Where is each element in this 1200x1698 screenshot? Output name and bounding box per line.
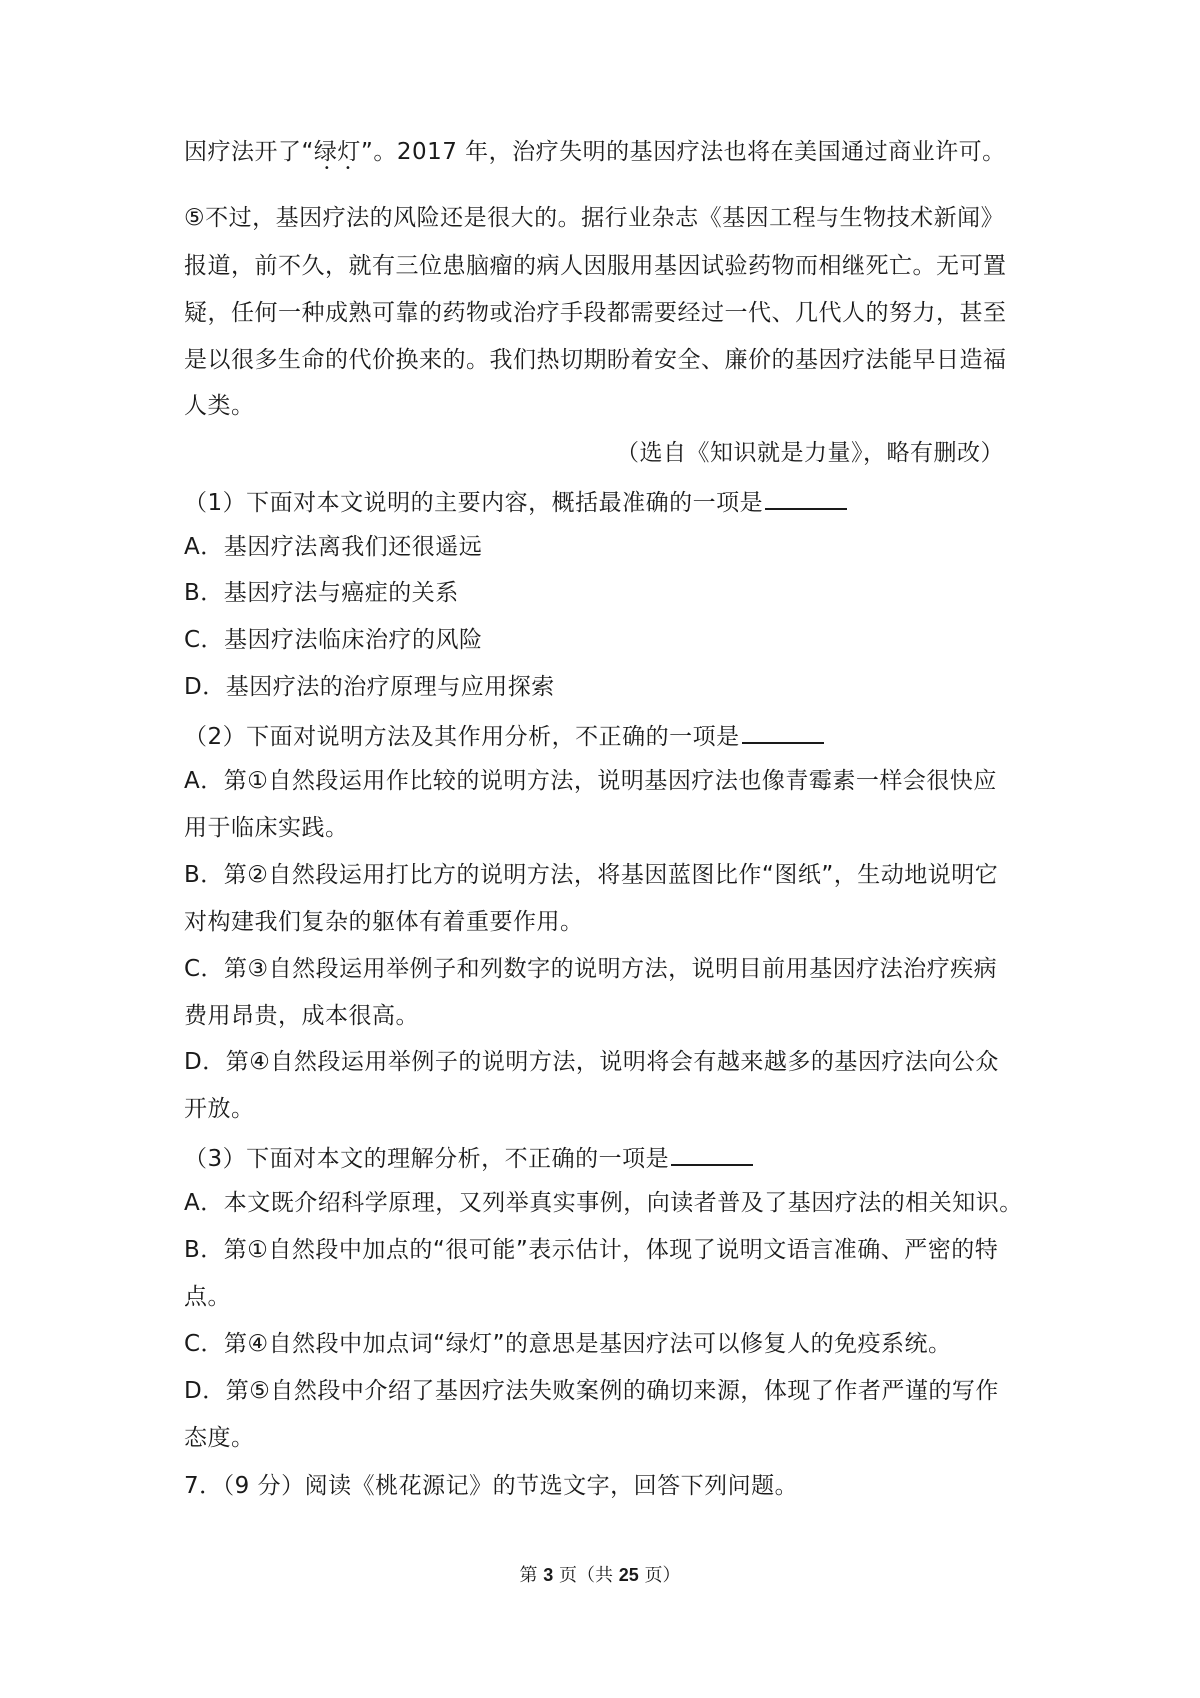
question-2-option-cont: 对构建我们复杂的躯体有着重要作用。: [184, 909, 584, 935]
total-pages: 25: [618, 1565, 639, 1585]
answer-blank: [765, 484, 847, 510]
answer-blank: [671, 1140, 753, 1166]
question-3-option: A．本文既介绍科学原理，又列举真实事例，向读者普及了基因疗法的相关知识。: [184, 1190, 1023, 1216]
question-2-option-cont: 用于临床实践。: [184, 815, 349, 841]
question-3-option: B．第①自然段中加点的“很可能”表示估计，体现了说明文语言准确、严密的特: [184, 1237, 999, 1263]
question-3-option: D．第⑤自然段中介绍了基因疗法失败案例的确切来源，体现了作者严谨的写作: [184, 1378, 999, 1404]
question-2-option: D．第④自然段运用举例子的说明方法，说明将会有越来越多的基因疗法向公众: [184, 1049, 999, 1075]
question-3-option-cont: 态度。: [184, 1425, 255, 1451]
paragraph-5-line: 报道，前不久，就有三位患脑瘤的病人因服用基因试验药物而相继死亡。无可置: [184, 253, 1007, 279]
question-1-stem: [184, 484, 847, 519]
text-segment: ”。2017 年，治疗失明的基因疗法也将在美国通过商业许可。: [360, 139, 1006, 165]
question-2-option: C．第③自然段运用举例子和列数字的说明方法，说明目前用基因疗法治疗疾病: [184, 956, 998, 982]
question-2-option: A．第①自然段运用作比较的说明方法，说明基因疗法也像青霉素一样会很快应: [184, 768, 997, 794]
page-number: 3: [543, 1565, 554, 1585]
question-1-option: D．基因疗法的治疗原理与应用探索: [184, 674, 555, 700]
question-1-option: C．基因疗法临床治疗的风险: [184, 627, 483, 653]
dotted-emphasis-word: 绿灯 • •: [314, 136, 361, 168]
page-footer: [0, 1563, 1200, 1588]
question-2-stem: [184, 718, 824, 753]
question-7-heading: 7．（9 分）阅读《桃花源记》的节选文字，回答下列问题。: [184, 1473, 799, 1499]
paragraph-5-line: 是以很多生命的代价换来的。我们热切期盼着安全、廉价的基因疗法能早日造福: [184, 347, 1007, 373]
text-segment: 因疗法开了“: [184, 139, 314, 165]
question-text: （3）下面对本文的理解分析，不正确的一项是: [184, 1146, 670, 1172]
question-2-option-cont: 开放。: [184, 1096, 255, 1122]
question-1-option: B．基因疗法与癌症的关系: [184, 580, 459, 606]
question-1-option: A．基因疗法离我们还很遥远: [184, 534, 483, 560]
question-3-option: C．第④自然段中加点词“绿灯”的意思是基因疗法可以修复人的免疫系统。: [184, 1331, 952, 1357]
source-citation: （选自《知识就是力量》，略有删改）: [616, 440, 1004, 466]
footer-text: 页（共: [558, 1565, 613, 1586]
paragraph-5-line: ⑤不过，基因疗法的风险还是很大的。据行业杂志《基因工程与生物技术新闻》: [184, 205, 1005, 231]
question-2-option-cont: 费用昂贵，成本很高。: [184, 1003, 419, 1029]
footer-text: 页）: [644, 1565, 681, 1586]
question-3-option-cont: 点。: [184, 1284, 231, 1310]
paragraph-4-tail: [184, 136, 1006, 168]
question-3-stem: [184, 1140, 753, 1175]
question-text: （2）下面对说明方法及其作用分析，不正确的一项是: [184, 724, 740, 750]
question-2-option: B．第②自然段运用打比方的说明方法，将基因蓝图比作“图纸”，生动地说明它: [184, 862, 999, 888]
paragraph-5-line: 疑，任何一种成熟可靠的药物或治疗手段都需要经过一代、几代人的努力，甚至: [184, 300, 1007, 326]
footer-text: 第: [519, 1565, 538, 1586]
answer-blank: [742, 718, 824, 744]
paragraph-5-line: 人类。: [184, 393, 255, 419]
question-text: （1）下面对本文说明的主要内容，概括最准确的一项是: [184, 490, 764, 516]
